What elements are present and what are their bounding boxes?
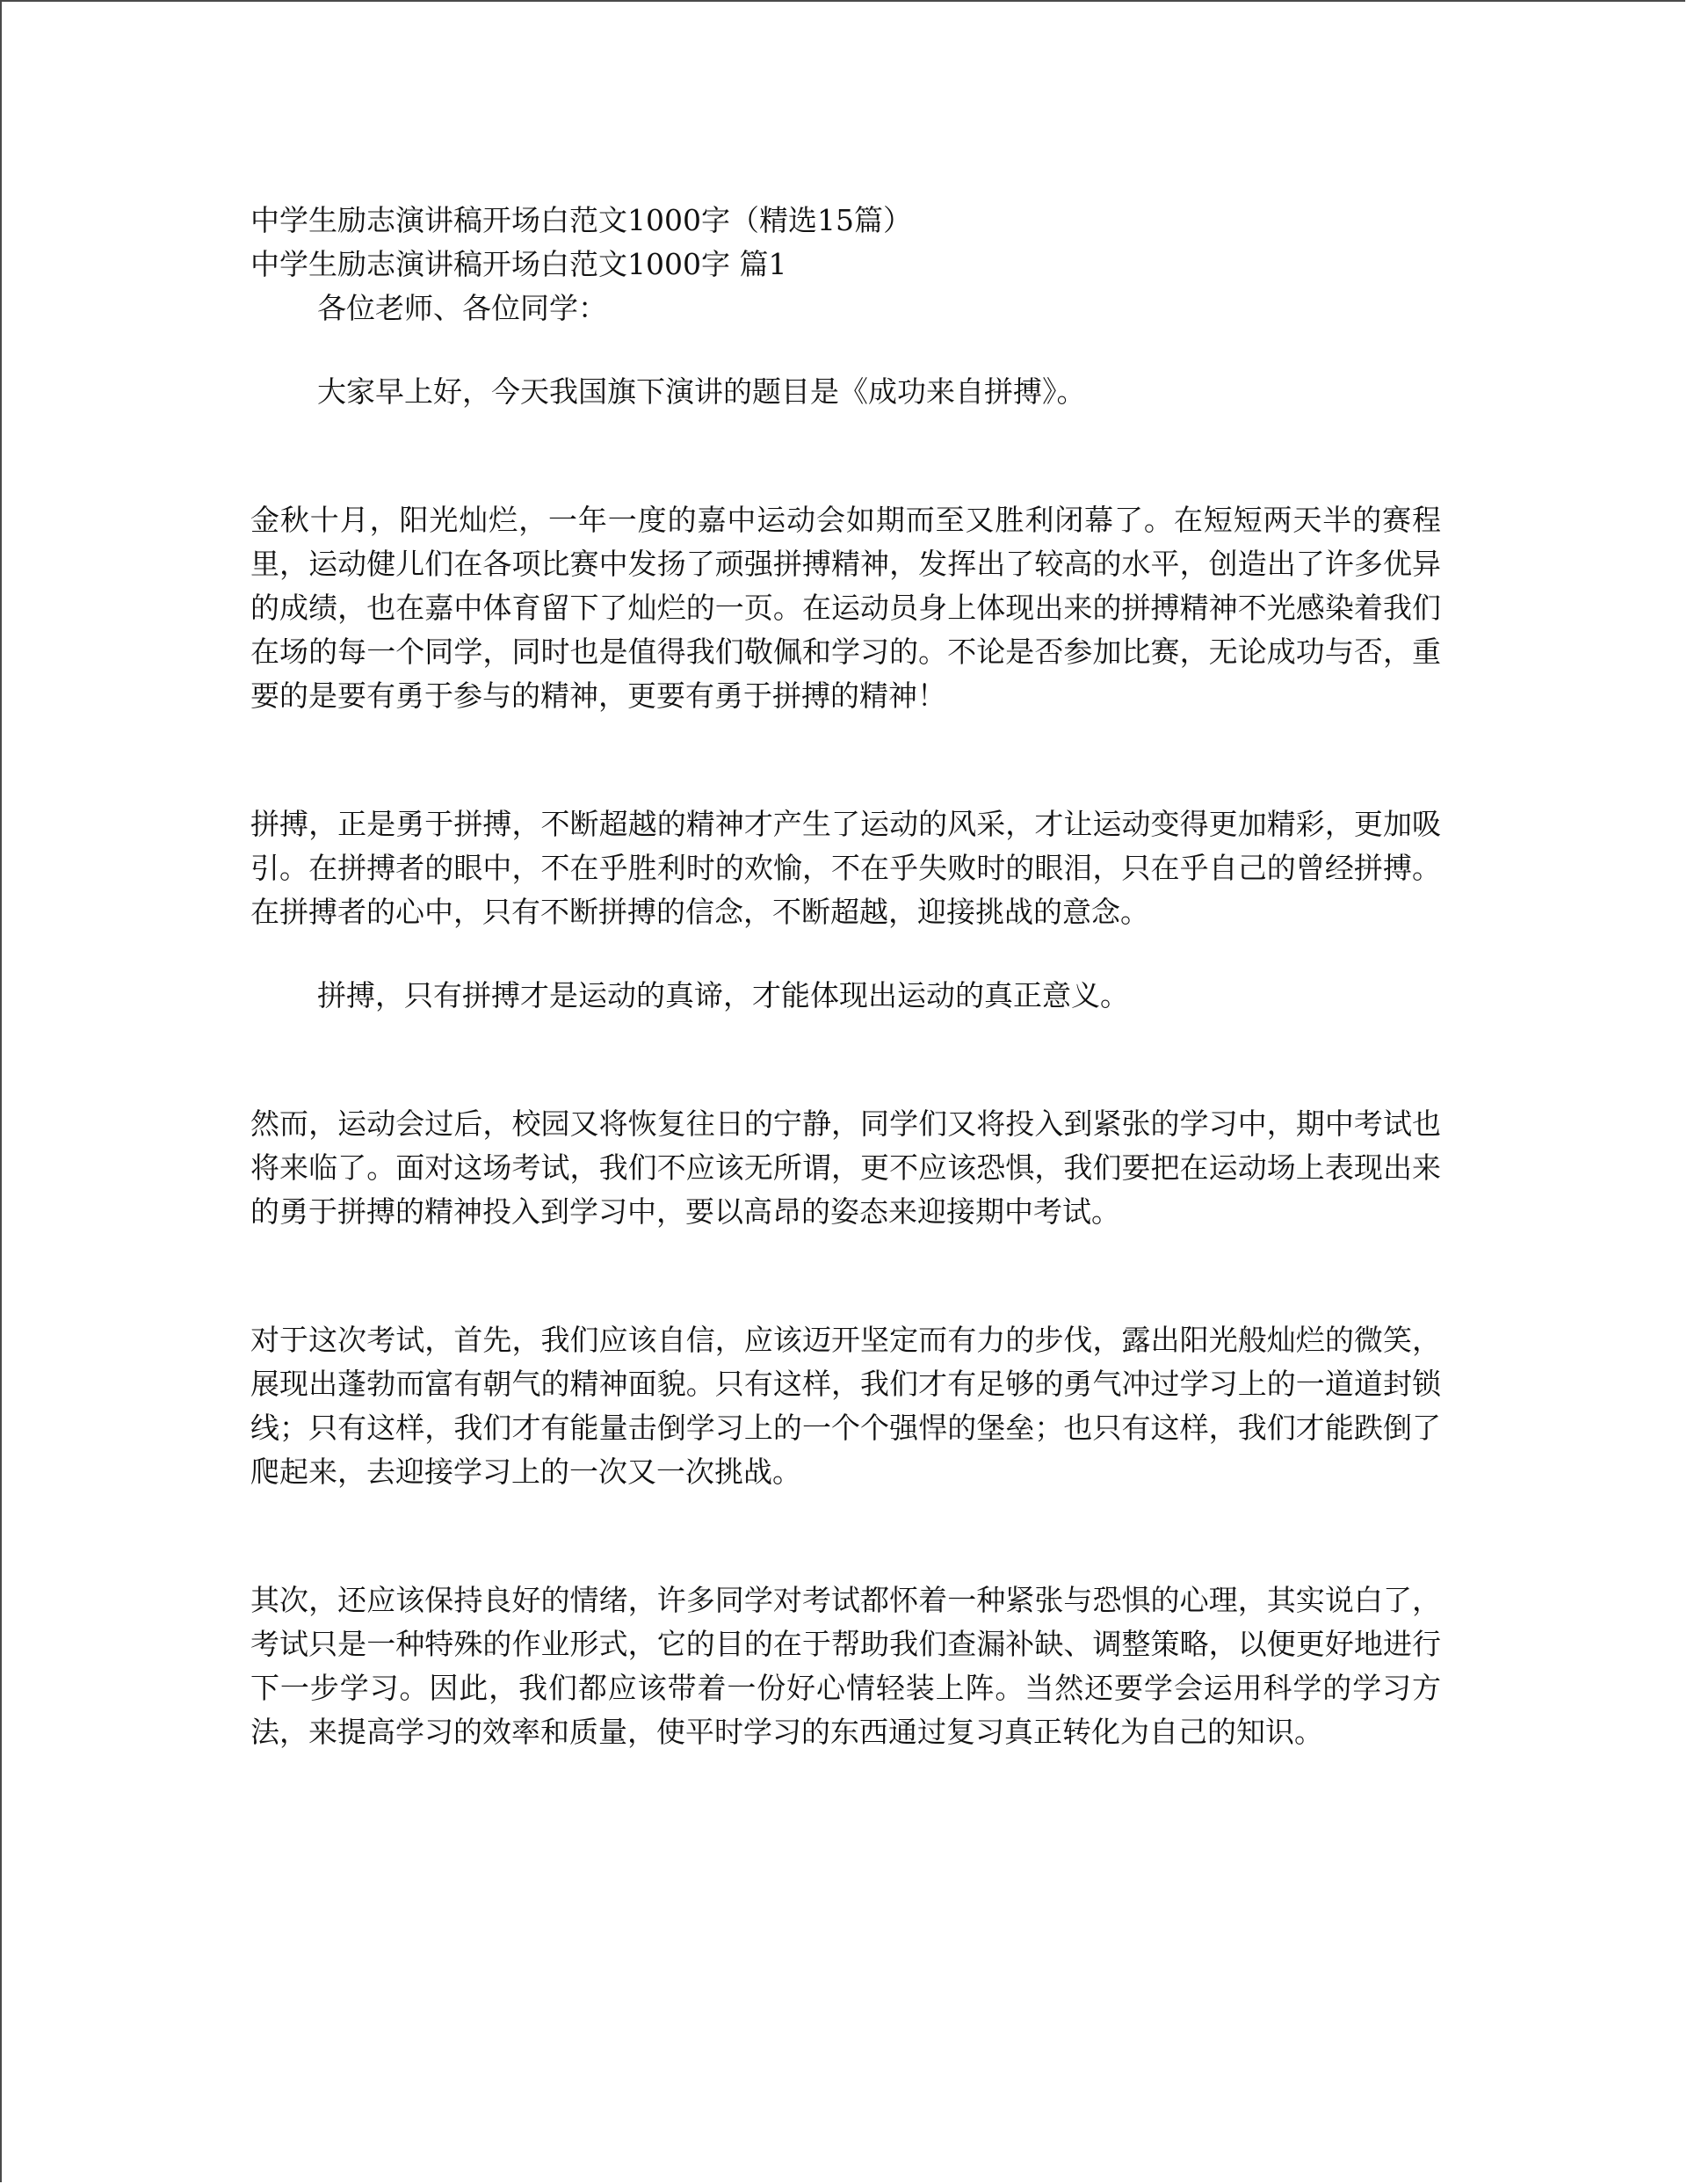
paragraph-3: 拼搏，正是勇于拼搏，不断超越的精神才产生了运动的风采，才让运动变得更加精彩，更加吸引。在拼搏者的眼中，不在乎胜利时的欢愉，不在乎失败时的眼泪，只在乎自己的曾经拼搏。在拼搏者的心中，只有不断拼搏的信念，不断超越，迎接挑战的意念。 xyxy=(250,807,1441,929)
paragraph-5: 然而，运动会过后，校园又将恢复往日的宁静，同学们又将投入到紧张的学习中，期中考试也将来临了。面对这场考试，我们不应该无所谓，更不应该恐惧，我们要把在运动场上表现出来的勇于拼搏的精神投入到学习中，要以高昂的姿态来迎接期中考试。 xyxy=(250,1107,1441,1229)
document-title: 中学生励志演讲稿开场白范文1000字（精选15篇） xyxy=(250,203,912,237)
document-body xyxy=(250,199,1441,1754)
paragraph-4: 拼搏，只有拼搏才是运动的真谛，才能体现出运动的真正意义。 xyxy=(317,978,1129,1012)
greeting: 各位老师、各位同学： xyxy=(317,291,607,325)
document-subtitle: 中学生励志演讲稿开场白范文1000字 篇1 xyxy=(250,247,787,281)
paragraph-7: 其次，还应该保持良好的情绪，许多同学对考试都怀着一种紧张与恐惧的心理，其实说白了，考试只是一种特殊的作业形式，它的目的在于帮助我们查漏补缺、调整策略，以便更好地进行下一步学习。因此，我们都应该带着一份好心情轻装上阵。当然还要学会运用科学的学习方法，来提高学习的效率和质量，使平时学习的东西通过复习真正转化为自己的知识。 xyxy=(250,1583,1441,1749)
paragraph-6: 对于这次考试，首先，我们应该自信，应该迈开坚定而有力的步伐，露出阳光般灿烂的微笑，展现出蓬勃而富有朝气的精神面貌。只有这样，我们才有足够的勇气冲过学习上的一道道封锁线；只有这样，我们才有能量击倒学习上的一个个强悍的堡垒；也只有这样，我们才能跌倒了爬起来，去迎接学习上的一次又一次挑战。 xyxy=(250,1323,1441,1489)
paragraph-2: 金秋十月，阳光灿烂，一年一度的嘉中运动会如期而至又胜利闭幕了。在短短两天半的赛程里，运动健儿们在各项比赛中发扬了顽强拼搏精神，发挥出了较高的水平，创造出了许多优异的成绩，也在嘉中体育留下了灿烂的一页。在运动员身上体现出来的拼搏精神不光感染着我们在场的每一个同学，同时也是值得我们敬佩和学习的。不论是否参加比赛，无论成功与否，重要的是要有勇于参与的精神，更要有勇于拼搏的精神！ xyxy=(250,503,1441,713)
paragraph-1: 大家早上好，今天我国旗下演讲的题目是《成功来自拼搏》。 xyxy=(317,374,1086,409)
